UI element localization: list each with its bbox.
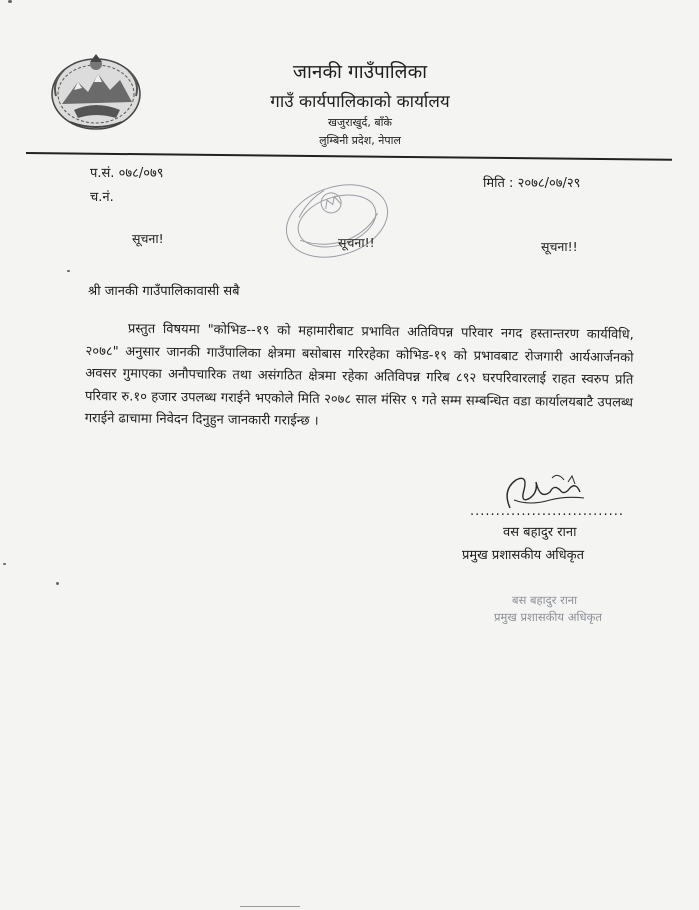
notice-heading-left: सूचना! <box>132 231 164 246</box>
name-stamp: बस बहादुर राना <box>512 593 578 607</box>
header-divider <box>26 152 672 161</box>
signatory-name: वस बहादुर राना <box>503 525 577 540</box>
office-name: गाउँ कार्यपालिकाको कार्यालय <box>270 92 450 112</box>
scan-speck <box>67 270 70 272</box>
scan-speck <box>240 906 300 907</box>
address-line-1: खजुराखुर्द, बाँके <box>328 116 392 129</box>
notice-body <box>85 318 634 438</box>
letter-date: मिति : २०७८/०७/२९ <box>483 176 581 191</box>
office-seal-icon <box>272 176 402 266</box>
dispatch-number: च.नं. <box>90 190 114 205</box>
scan-speck <box>8 0 12 3</box>
nepal-emblem-icon <box>48 52 144 132</box>
notice-heading-center: सूचना!! <box>338 235 375 250</box>
org-name: जानकी गाउँपालिका <box>292 61 428 83</box>
signature-line: .............................. <box>470 504 624 519</box>
notice-body-text: प्रस्तुत विषयमा "कोभिड--१९ को महामारीबाट प्रभावित अतिविपन्न परिवार नगद हस्तान्तरण कार्यविधि, २०७८" अनुसार जानकी गाउँपालिका क्षेत्रमा बसोबास गरिरहेका कोभिड-१९ को प्रभावबाट रोजगारी आर्यआर्जनको अवसर गुमाएका अनौपचारिक तथा असंगठित क्षेत्रमा रहेका अतिविपन्न गरिब ८९२ घरपरिवारलाई राहत स्वरुप प्रति परिवार रु.१० हजार उपलब्ध गराईने भएकोले मिति २०७८ साल मंसिर ९ गते सम्म सम्बन्धित वडा कार्यालयबाटै उपलब्ध गराईने ढाचामा निवेदन दिनुहुन जानकारी गराईन्छ । <box>84 321 634 430</box>
title-stamp: प्रमुख प्रशासकीय अधिकृत <box>494 610 602 624</box>
notice-heading-right: सूचना!! <box>541 239 578 254</box>
addressee: श्री जानकी गाउँपालिकावासी सबै <box>88 284 240 299</box>
letter-number: प.सं. ०७८/०७९ <box>90 166 164 181</box>
address-line-2: लुम्बिनी प्रदेश, नेपाल <box>319 134 401 147</box>
signatory-title: प्रमुख प्रशासकीय अधिकृत <box>462 548 585 563</box>
scan-speck <box>3 563 6 565</box>
scan-speck <box>56 582 59 585</box>
